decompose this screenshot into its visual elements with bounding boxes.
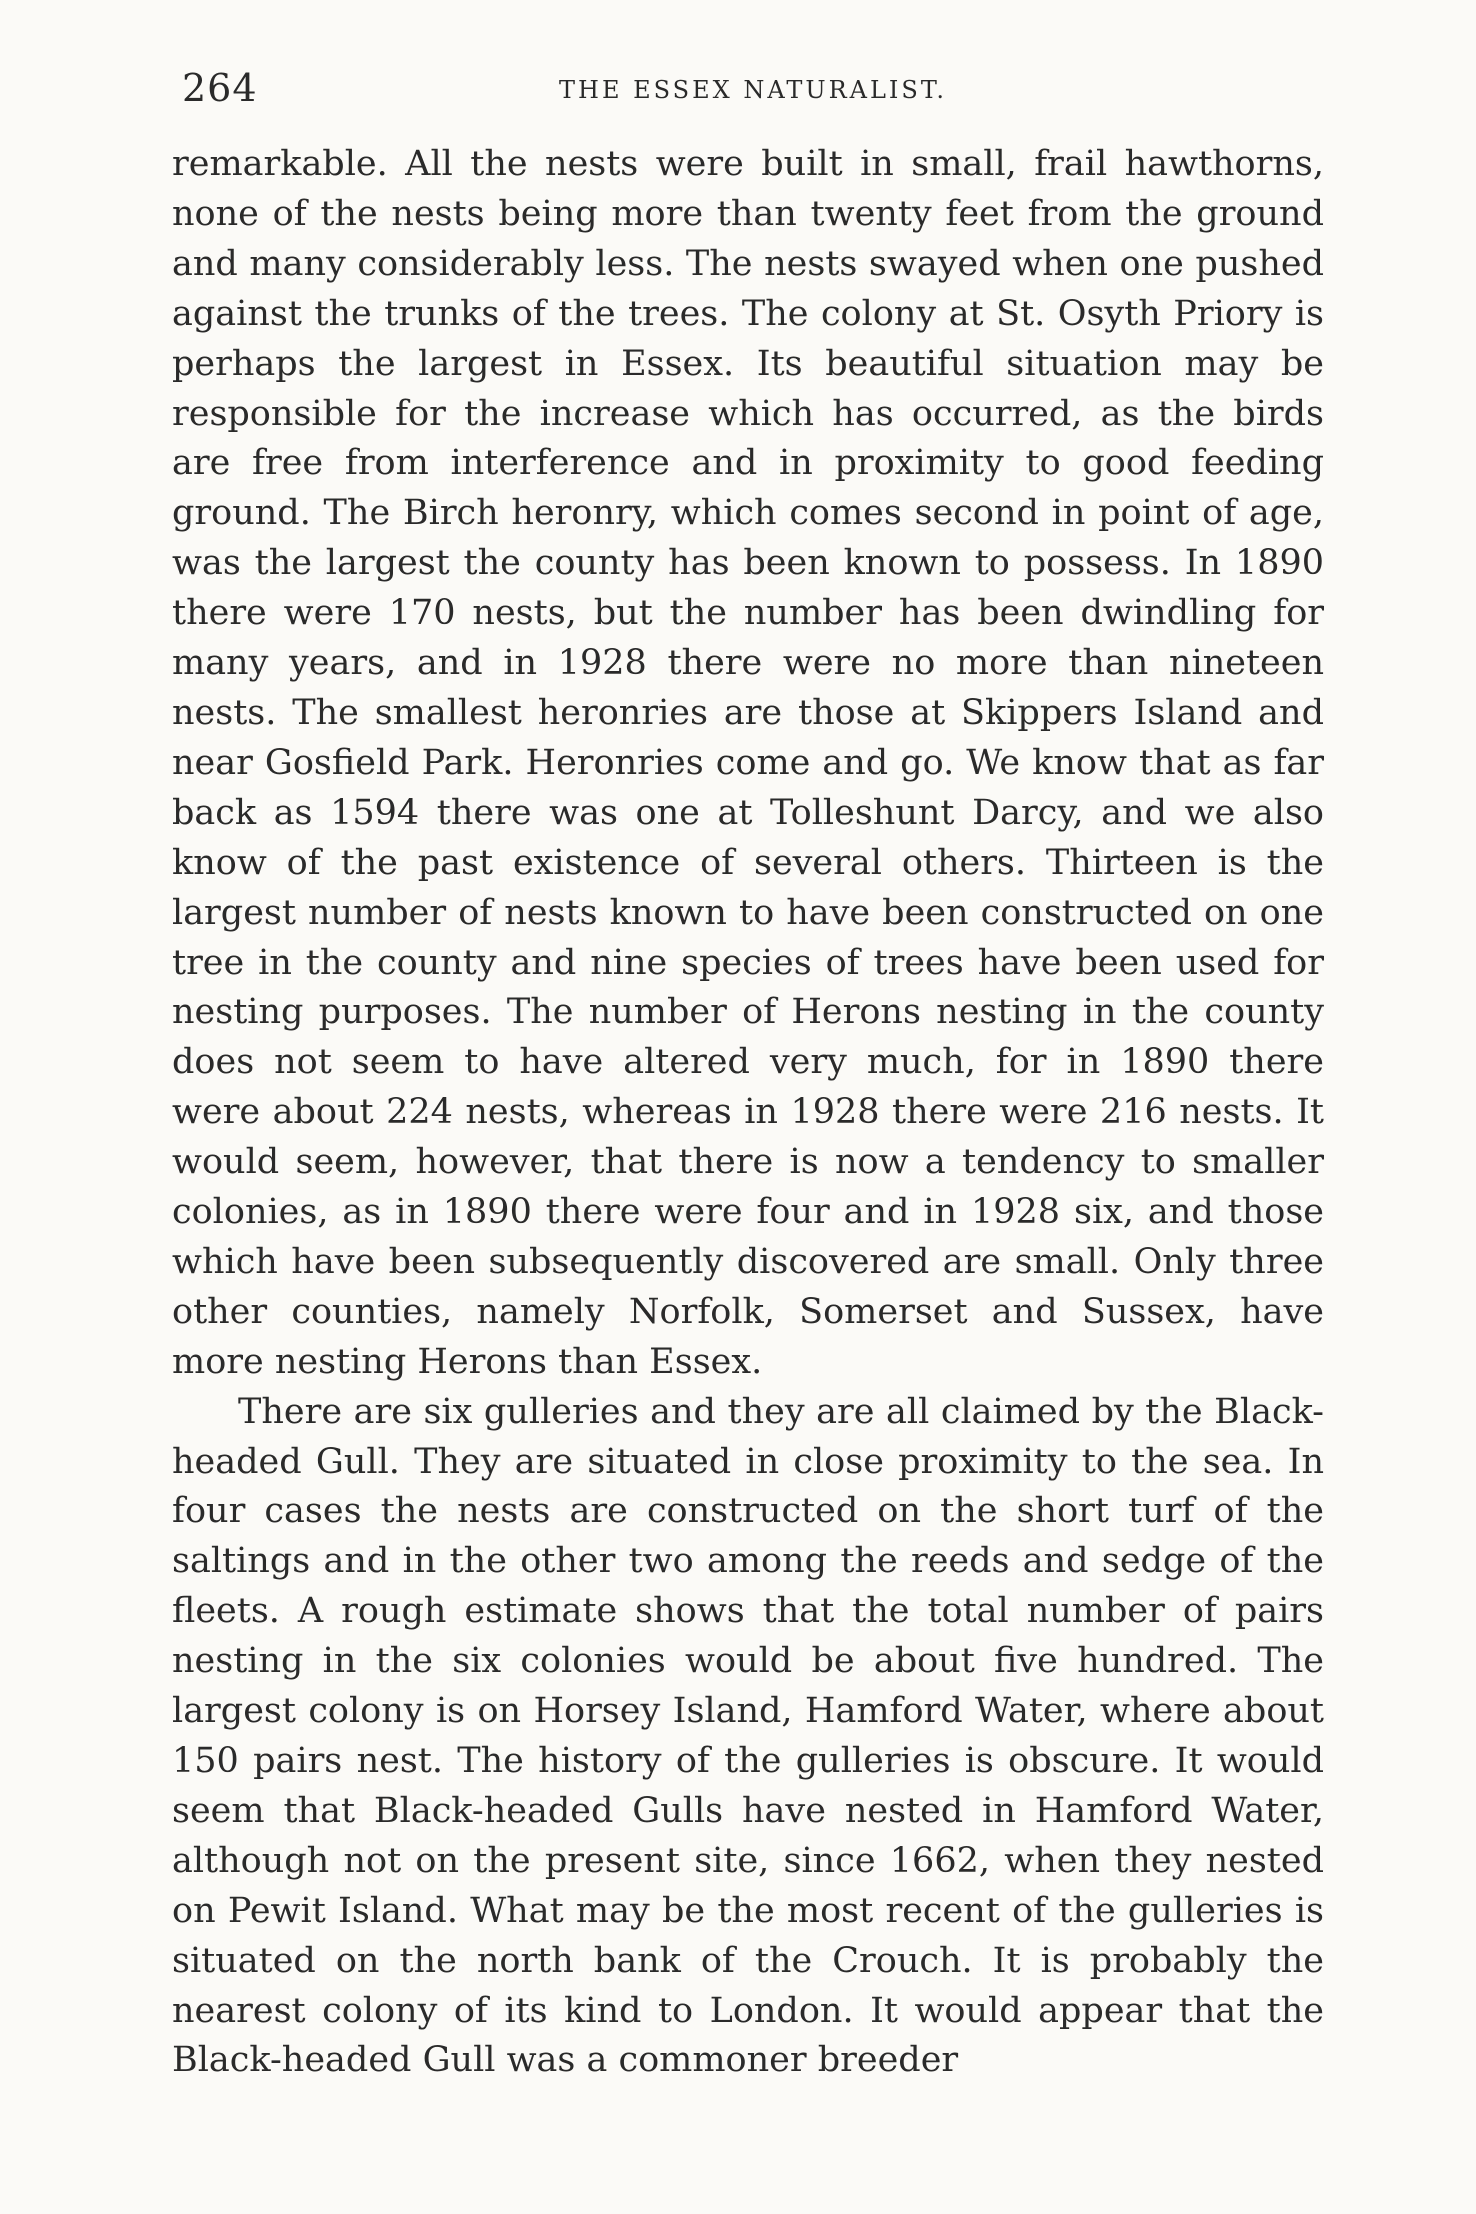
body-text bbox=[172, 140, 1324, 2086]
paragraph-herons: remarkable. All the nests were built in small, frail hawthorns, none of the nests being more than twenty feet from the ground and many considerably less. The nests swayed when one pushed against the trunks of the trees. The colony at St. Osyth Priory is perhaps the largest in Essex. Its beautiful situation may be responsible for the increase which has occurred, as the birds are free from interference and in proximity to good feeding ground. The Birch heronry, which comes second in point of age, was the largest the county has been known to possess. In 1890 there were 170 nests, but the number has been dwindling for many years, and in 1928 there were no more than nineteen nests. The smallest heronries are those at Skippers Island and near Gosfield Park. Heronries come and go. We know that as far back as 1594 there was one at Tolleshunt Darcy, and we also know of the past existence of several others. Thirteen is the largest number of nests known to have been constructed on one tree in the county and nine species of trees have been used for nesting purposes. The number of Herons nesting in the county does not seem to have altered very much, for in 1890 there were about 224 nests, whereas in 1928 there were 216 nests. It would seem, however, that there is now a tendency to smaller colonies, as in 1890 there were four and in 1928 six, and those which have been subsequently discovered are small. Only three other counties, namely Norfolk, Somerset and Sussex, have more nesting Herons than Essex. bbox=[172, 144, 1324, 1382]
paragraph-gulleries: There are six gulleries and they are all claimed by the Black-headed Gull. They are situated in close proximity to the sea. In four cases the nests are constructed on the short turf of the saltings and in the other two among the reeds and sedge of the fleets. A rough estimate shows that the total number of pairs nesting in the six colonies would be about five hundred. The largest colony is on Horsey Island, Hamford Water, where about 150 pairs nest. The history of the gulleries is obscure. It would seem that Black-headed Gulls have nested in Hamford Water, although not on the present site, since 1662, when they nested on Pewit Island. What may be the most recent of the gulleries is situated on the north bank of the Crouch. It is probably the nearest colony of its kind to London. It would appear that the Black-headed Gull was a commoner breeder bbox=[172, 1391, 1324, 2081]
running-title: THE ESSEX NATURALIST. bbox=[559, 76, 947, 104]
page-header bbox=[182, 66, 1324, 126]
page-number: 264 bbox=[182, 66, 258, 110]
